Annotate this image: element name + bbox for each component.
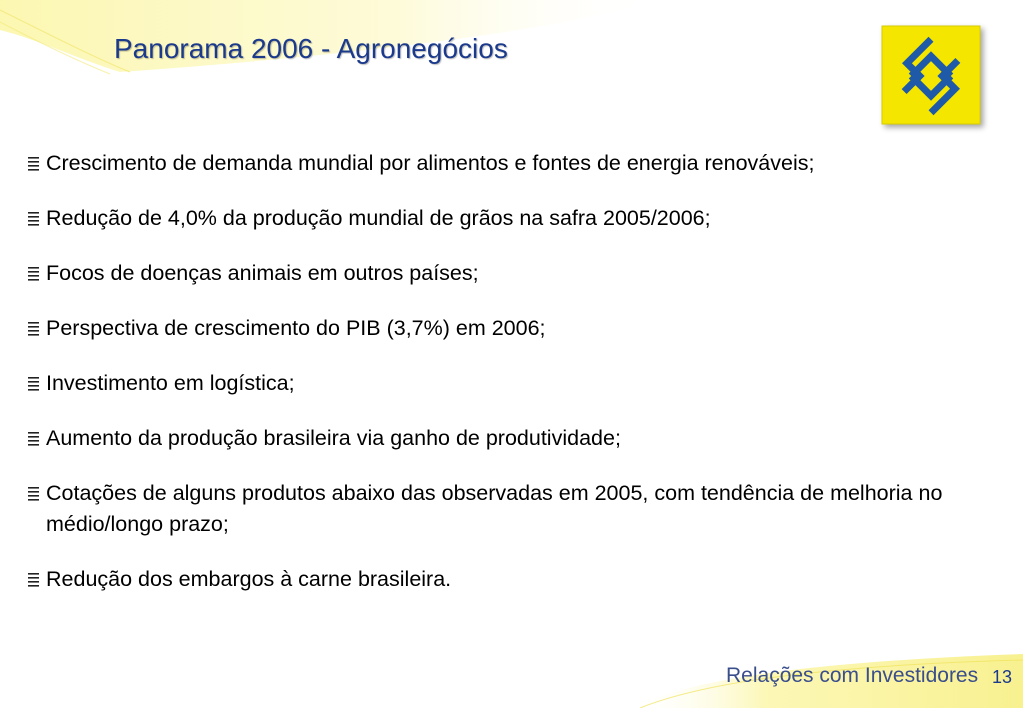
list-item [28, 258, 1003, 289]
banco-do-brasil-logo-icon [880, 24, 984, 128]
bullet-text: Cotações de alguns produtos abaixo das observadas em 2005, com tendência de melhoria no médio/longo prazo; [46, 481, 943, 536]
footer-label: Relações com Investidores [726, 664, 979, 687]
list-item [28, 423, 1003, 454]
list-item [28, 564, 1003, 595]
page-title: Panorama 2006 - Agronegócios [114, 33, 508, 64]
page-number: 13 [992, 667, 1013, 687]
bullet-lines-icon [28, 157, 39, 171]
bullet-list [28, 148, 1003, 619]
bullet-lines-icon [28, 212, 39, 226]
list-item [28, 148, 1003, 179]
bullet-text: Focos de doenças animais em outros países; [46, 261, 479, 285]
bullet-text: Aumento da produção brasileira via ganho de produtividade; [46, 426, 621, 450]
bullet-lines-icon [28, 573, 39, 587]
bullet-text: Redução dos embargos à carne brasileira. [46, 567, 452, 591]
bullet-lines-icon [28, 322, 39, 336]
list-item [28, 478, 1003, 540]
bullet-text: Investimento em logística; [46, 371, 295, 395]
list-item [28, 368, 1003, 399]
list-item [28, 203, 1003, 234]
bullet-lines-icon [28, 377, 39, 391]
bullet-lines-icon [28, 432, 39, 446]
bullet-text: Redução de 4,0% da produção mundial de grãos na safra 2005/2006; [46, 206, 711, 230]
list-item [28, 313, 1003, 344]
bullet-lines-icon [28, 267, 39, 281]
bullet-text: Crescimento de demanda mundial por alimentos e fontes de energia renováveis; [46, 151, 815, 175]
bullet-lines-icon [28, 487, 39, 501]
bullet-text: Perspectiva de crescimento do PIB (3,7%) em 2006; [46, 316, 546, 340]
